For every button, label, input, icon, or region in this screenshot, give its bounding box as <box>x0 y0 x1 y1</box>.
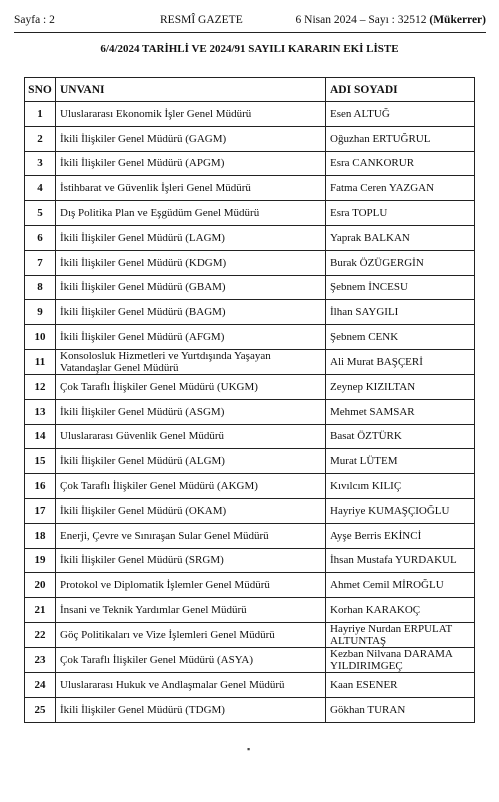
table-row <box>25 225 475 250</box>
cell-sno: 5 <box>25 201 56 226</box>
cell-sno: 17 <box>25 498 56 523</box>
cell-name: Yaprak BALKAN <box>326 225 475 250</box>
cell-name: Esra TOPLU <box>326 201 475 226</box>
table-row <box>25 399 475 424</box>
cell-sno: 22 <box>25 622 56 647</box>
cell-title: İkili İlişkiler Genel Müdürü (AFGM) <box>56 325 326 350</box>
table-row <box>25 449 475 474</box>
cell-name: İlhan SAYGILI <box>326 300 475 325</box>
cell-sno: 19 <box>25 548 56 573</box>
cell-name: Şebnem İNCESU <box>326 275 475 300</box>
page-mark: ▪ <box>247 744 251 754</box>
cell-sno: 13 <box>25 399 56 424</box>
cell-sno: 7 <box>25 250 56 275</box>
table-row <box>25 325 475 350</box>
cell-title: İkili İlişkiler Genel Müdürü (ALGM) <box>56 449 326 474</box>
issue-info <box>296 14 486 26</box>
cell-sno: 20 <box>25 573 56 598</box>
table-row <box>25 622 475 647</box>
cell-title: İstihbarat ve Güvenlik İşleri Genel Müdürü <box>56 176 326 201</box>
table-row <box>25 573 475 598</box>
cell-sno: 12 <box>25 374 56 399</box>
cell-name: Şebnem CENK <box>326 325 475 350</box>
table-row <box>25 647 475 672</box>
header-rule <box>14 32 486 33</box>
cell-sno: 3 <box>25 151 56 176</box>
cell-title: Enerji, Çevre ve Sınıraşan Sular Genel Müdürü <box>56 523 326 548</box>
table-row <box>25 126 475 151</box>
cell-title: Dış Politika Plan ve Eşgüdüm Genel Müdürü <box>56 201 326 226</box>
cell-sno: 25 <box>25 697 56 722</box>
table-row <box>25 201 475 226</box>
cell-name: Hayriye Nurdan ERPULAT ALTUNTAŞ <box>326 622 475 647</box>
table-row <box>25 275 475 300</box>
table-row <box>25 474 475 499</box>
cell-name: Esen ALTUĞ <box>326 102 475 127</box>
cell-sno: 6 <box>25 225 56 250</box>
cell-sno: 2 <box>25 126 56 151</box>
gazette-name: RESMÎ GAZETE <box>160 14 243 26</box>
table-row <box>25 548 475 573</box>
cell-title: İkili İlişkiler Genel Müdürü (OKAM) <box>56 498 326 523</box>
cell-name: Fatma Ceren YAZGAN <box>326 176 475 201</box>
table-row <box>25 672 475 697</box>
cell-title: İkili İlişkiler Genel Müdürü (GBAM) <box>56 275 326 300</box>
column-header-unvan: UNVANI <box>56 78 326 102</box>
cell-name: Korhan KARAKOÇ <box>326 598 475 623</box>
cell-sno: 10 <box>25 325 56 350</box>
cell-name: Kaan ESENER <box>326 672 475 697</box>
cell-sno: 16 <box>25 474 56 499</box>
table-row <box>25 374 475 399</box>
appointments-table <box>24 77 475 723</box>
cell-name: Kıvılcım KILIÇ <box>326 474 475 499</box>
cell-title: İnsani ve Teknik Yardımlar Genel Müdürü <box>56 598 326 623</box>
cell-title: İkili İlişkiler Genel Müdürü (APGM) <box>56 151 326 176</box>
issue-extra: (Mükerrer) <box>429 14 486 26</box>
table-row <box>25 250 475 275</box>
cell-title: Protokol ve Diplomatik İşlemler Genel Müdürü <box>56 573 326 598</box>
cell-name: Hayriye KUMAŞÇIOĞLU <box>326 498 475 523</box>
cell-sno: 15 <box>25 449 56 474</box>
table-row <box>25 102 475 127</box>
cell-title: İkili İlişkiler Genel Müdürü (ASGM) <box>56 399 326 424</box>
cell-title: Uluslararası Güvenlik Genel Müdürü <box>56 424 326 449</box>
column-header-sno: SNO <box>25 78 56 102</box>
cell-sno: 11 <box>25 349 56 374</box>
issue-date: 6 Nisan 2024 – Sayı : 32512 <box>295 14 427 26</box>
cell-title: Konsolosluk Hizmetleri ve Yurtdışında Yaşayan Vatandaşlar Genel Müdürü <box>56 349 326 374</box>
page-number: Sayfa : 2 <box>14 14 55 26</box>
cell-title: İkili İlişkiler Genel Müdürü (KDGM) <box>56 250 326 275</box>
cell-name: Esra CANKORUR <box>326 151 475 176</box>
document-title: 6/4/2024 TARİHLİ VE 2024/91 SAYILI KARARIN EKİ LİSTE <box>100 43 399 55</box>
cell-name: Kezban Nilvana DARAMA YILDIRIMGEÇ <box>326 647 475 672</box>
cell-sno: 24 <box>25 672 56 697</box>
cell-sno: 9 <box>25 300 56 325</box>
cell-title: Çok Taraflı İlişkiler Genel Müdürü (ASYA) <box>56 647 326 672</box>
cell-name: Gökhan TURAN <box>326 697 475 722</box>
cell-sno: 21 <box>25 598 56 623</box>
table-header-row <box>25 78 475 102</box>
cell-title: İkili İlişkiler Genel Müdürü (SRGM) <box>56 548 326 573</box>
table-row <box>25 424 475 449</box>
cell-name: Mehmet SAMSAR <box>326 399 475 424</box>
cell-title: İkili İlişkiler Genel Müdürü (BAGM) <box>56 300 326 325</box>
cell-sno: 14 <box>25 424 56 449</box>
cell-name: Ali Murat BAŞÇERİ <box>326 349 475 374</box>
cell-title: Göç Politikaları ve Vize İşlemleri Genel Müdürü <box>56 622 326 647</box>
table-row <box>25 151 475 176</box>
cell-title: Uluslararası Ekonomik İşler Genel Müdürü <box>56 102 326 127</box>
cell-name: Oğuzhan ERTUĞRUL <box>326 126 475 151</box>
column-header-name: ADI SOYADI <box>326 78 475 102</box>
cell-title: Uluslararası Hukuk ve Andlaşmalar Genel Müdürü <box>56 672 326 697</box>
table-row <box>25 523 475 548</box>
cell-name: Ahmet Cemil MİROĞLU <box>326 573 475 598</box>
table-row <box>25 300 475 325</box>
cell-sno: 18 <box>25 523 56 548</box>
table-row <box>25 176 475 201</box>
cell-title: İkili İlişkiler Genel Müdürü (LAGM) <box>56 225 326 250</box>
cell-title: İkili İlişkiler Genel Müdürü (GAGM) <box>56 126 326 151</box>
cell-name: İhsan Mustafa YURDAKUL <box>326 548 475 573</box>
table-row <box>25 349 475 374</box>
cell-name: Burak ÖZÜGERGİN <box>326 250 475 275</box>
cell-name: Ayşe Berris EKİNCİ <box>326 523 475 548</box>
cell-sno: 23 <box>25 647 56 672</box>
cell-sno: 1 <box>25 102 56 127</box>
cell-name: Basat ÖZTÜRK <box>326 424 475 449</box>
cell-title: Çok Taraflı İlişkiler Genel Müdürü (UKGM) <box>56 374 326 399</box>
cell-name: Zeynep KIZILTAN <box>326 374 475 399</box>
table-row <box>25 498 475 523</box>
cell-sno: 8 <box>25 275 56 300</box>
cell-title: Çok Taraflı İlişkiler Genel Müdürü (AKGM) <box>56 474 326 499</box>
page-header <box>14 14 486 32</box>
cell-name: Murat LÜTEM <box>326 449 475 474</box>
cell-title: İkili İlişkiler Genel Müdürü (TDGM) <box>56 697 326 722</box>
cell-sno: 4 <box>25 176 56 201</box>
table-row <box>25 598 475 623</box>
table-row <box>25 697 475 722</box>
